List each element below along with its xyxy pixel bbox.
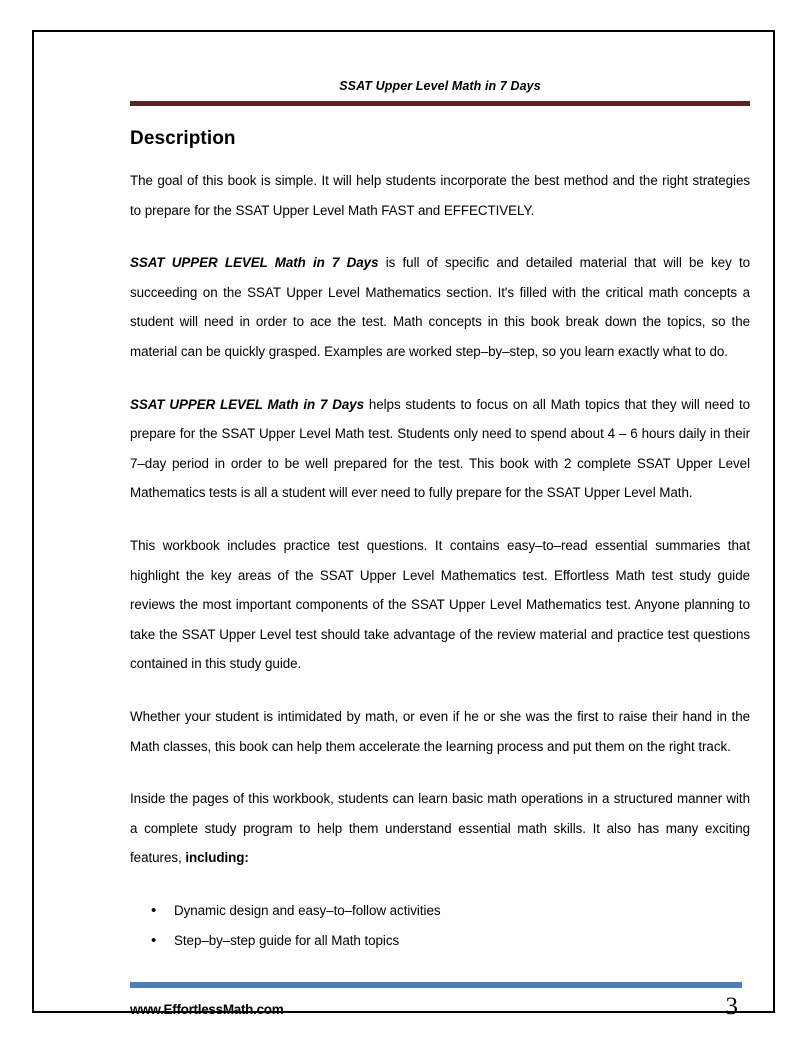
page-border — [32, 30, 775, 1020]
footer-divider-rule — [130, 982, 742, 988]
footer-row — [130, 993, 742, 1020]
list-item-label: Dynamic design and easy–to–follow activities — [174, 902, 441, 918]
paragraph-3-text: helps students to focus on all Math topics that they will need to prepare for the SSAT Upper Level Math test. Students only need to spend about 4 – 6 hours daily in their 7–day period in order to be well prepared for the test. This book with 2 complete SSAT Upper Level Mathematics tests is all a student will ever need to fully prepare for the SSAT Upper Level Math. — [130, 396, 751, 501]
paragraph-1 — [130, 166, 750, 225]
paragraph-2 — [130, 248, 750, 366]
list-item-label: Step–by–step guide for all Math topics — [174, 933, 400, 949]
list-item — [130, 926, 750, 956]
running-footer — [130, 982, 750, 1020]
running-header-title: SSAT Upper Level Math in 7 Days — [339, 79, 541, 93]
page-number: 3 — [725, 993, 738, 1020]
paragraph-5 — [130, 702, 750, 761]
page-content-area — [130, 78, 750, 1029]
bullet-icon: • — [151, 932, 157, 950]
list-item — [130, 896, 750, 926]
paragraph-2-text: is full of specific and detailed material that will be key to succeeding on the SSAT Upper Level Mathematics section. It's filled with the critical math concepts a student will need in order to ace the test. Math concepts in this book break down the topics, so the material can be quickly grasped. Examples are worked step–by–step, so you learn exactly what to do. — [130, 255, 751, 359]
paragraph-6-text: Inside the pages of this workbook, students can learn basic math operations in a structured manner with a complete study program to help them understand essential math skills. It also has many exciting features, — [130, 791, 750, 866]
paragraph-4-text: This workbook includes practice test questions. It contains easy–to–read essential summaries that highlight the key areas of the SSAT Upper Level Mathematics test. Effortless Math test study guide reviews the most important components of the SSAT Upper Level Mathematics test. Anyone planning to take the SSAT Upper Level test should take advantage of the review material and practice test questions contained in this study guide. — [130, 537, 750, 672]
page-title: Description — [130, 128, 236, 149]
paragraph-6 — [130, 784, 750, 873]
paragraph-6-bold-tail: including: — [185, 850, 249, 866]
bullet-icon: • — [151, 901, 157, 919]
paragraph-4 — [130, 531, 750, 679]
header-divider-rule — [130, 101, 750, 106]
paragraph-3-book-title: SSAT UPPER LEVEL Math in 7 Days — [130, 396, 365, 412]
running-header — [130, 78, 750, 106]
paragraph-5-text: Whether your student is intimidated by math, or even if he or she was the first to raise their hand in the Math classes, this book can help them accelerate the learning process and put them on the right track. — [130, 708, 750, 754]
footer-website-url[interactable]: www.EffortlessMath.com — [130, 1002, 284, 1017]
paragraph-2-book-title: SSAT UPPER LEVEL Math in 7 Days — [130, 255, 379, 271]
feature-list — [130, 896, 750, 956]
paragraph-3 — [130, 390, 750, 508]
body-content — [130, 166, 750, 957]
paragraph-1-text: The goal of this book is simple. It will help students incorporate the best method and the right strategies to prepare for the SSAT Upper Level Math FAST and EFFECTIVELY. — [130, 173, 750, 218]
